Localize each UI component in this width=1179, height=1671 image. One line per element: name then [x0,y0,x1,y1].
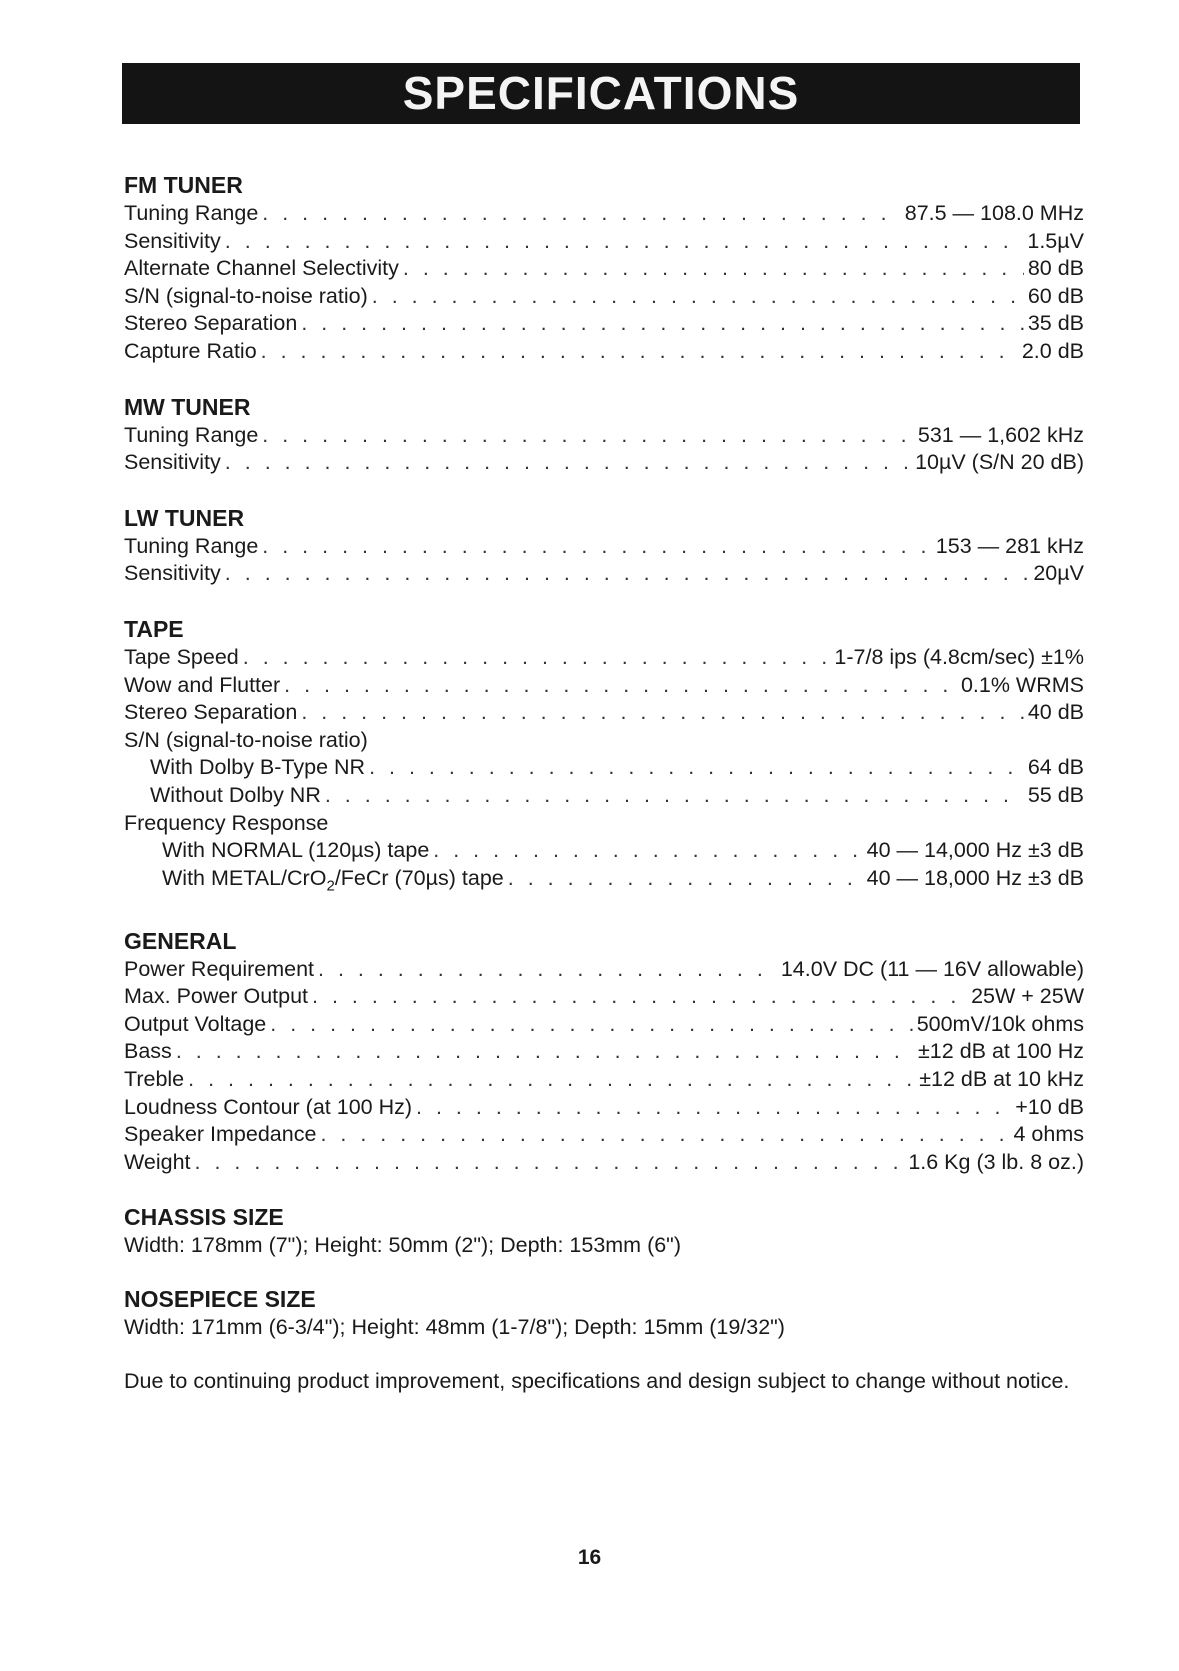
spec-label: Without Dolby NR [150,782,321,807]
spec-row [124,699,1084,727]
section-title: LW TUNER [124,504,245,531]
spec-value: 40 — 14,000 Hz ±3 dB [866,838,1084,863]
spec-value: ±12 dB at 10 kHz [919,1066,1084,1091]
section-title: TAPE [124,615,184,642]
spec-label: Tuning Range [124,422,259,447]
spec-label: Tuning Range [124,201,259,225]
spec-row [124,449,1084,477]
specifications-banner [122,63,1080,124]
chassis-size-section [124,1204,1084,1260]
spec-label: Tape Speed [124,644,239,669]
spec-row [124,338,1084,366]
spec-value: 500mV/10k ohms [916,1011,1084,1036]
spec-label: Bass [124,1039,172,1064]
spec-value: 531 — 1,602 kHz [917,422,1084,447]
spec-row [124,754,1084,782]
spec-value: 10µV (S/N 20 dB) [915,450,1084,475]
spec-row [124,1038,1084,1066]
spec-value: 153 — 281 kHz [935,533,1084,558]
chassis-dimensions: Width: 178mm (7"); Height: 50mm (2"); Depth: 153mm (6") [124,1233,681,1258]
spec-value: +10 dB [1015,1094,1084,1119]
spec-value: 1-7/8 ips (4.8cm/sec) ±1% [834,644,1084,669]
spec-label: Speaker Impedance [124,1122,317,1147]
sn-subheading: S/N (signal-to-noise ratio) [124,727,368,752]
spec-row [124,865,1084,900]
spec-row [124,837,1084,865]
spec-value: 55 dB [1027,782,1084,807]
spec-row [124,1121,1084,1149]
spec-row [124,310,1084,338]
section-title: NOSEPIECE SIZE [124,1285,316,1312]
fm-tuner-section [124,172,1084,366]
spec-label: Capture Ratio [124,338,257,363]
spec-value: 0.1% WRMS [960,672,1084,697]
spec-label: Wow and Flutter [124,672,281,697]
lw-tuner-section [124,505,1084,588]
spec-label: Sensitivity [124,228,221,253]
spec-label: S/N (signal-to-noise ratio) [124,283,368,308]
spec-row [124,983,1084,1011]
spec-label: With METAL/CrO$_2$/FeCr (70µs) tape [162,865,504,894]
spec-row [124,422,1084,450]
spec-content [124,172,1084,1395]
tape-section [124,616,1084,900]
spec-row [124,1094,1084,1122]
spec-value: 35 dB [1027,311,1084,336]
nosepiece-dimensions: Width: 171mm (6-3/4"); Height: 48mm (1-7/8"); Depth: 15mm (19/32") [124,1314,785,1339]
spec-row [124,533,1084,561]
spec-row [124,956,1084,984]
spec-label: Power Requirement [124,956,315,981]
spec-value: 4 ohms [1013,1122,1084,1147]
spec-label: Loudness Contour (at 100 Hz) [124,1094,413,1119]
section-title: CHASSIS SIZE [124,1204,284,1231]
general-section [124,928,1084,1177]
spec-row [124,1011,1084,1039]
spec-value: 2.0 dB [1021,338,1084,363]
spec-value: 40 — 18,000 Hz ±3 dB [866,865,1084,890]
spec-row [124,200,1084,228]
spec-row [124,255,1084,283]
spec-label: Treble [124,1066,185,1091]
spec-row [124,283,1084,311]
spec-row [124,228,1084,256]
section-title: MW TUNER [124,393,251,420]
spec-label: Stereo Separation [124,311,298,336]
spec-value: 80 dB [1027,256,1084,281]
spec-value: 25W + 25W [971,984,1084,1009]
spec-value: 20µV [1033,561,1084,586]
spec-row [124,1149,1084,1177]
nosepiece-size-section [124,1286,1084,1342]
section-title: GENERAL [124,927,237,954]
spec-label: Sensitivity [124,561,221,586]
spec-label: Stereo Separation [124,700,298,725]
spec-value: ±12 dB at 100 Hz [918,1039,1084,1064]
spec-label: Alternate Channel Selectivity [124,256,399,281]
spec-label: Sensitivity [124,450,221,475]
spec-row [124,1066,1084,1094]
frequency-response-subheading: Frequency Response [124,810,329,835]
spec-row [124,560,1084,588]
spec-row [124,672,1084,700]
spec-value: 40 dB [1027,700,1084,725]
spec-value: 1.5µV [1027,228,1084,253]
spec-label: With NORMAL (120µs) tape [162,838,430,863]
spec-row [124,644,1084,672]
spec-value: 60 dB [1027,283,1084,308]
spec-label: Tuning Range [124,533,259,558]
spec-value: 87.5 — 108.0 MHz [904,201,1084,225]
spec-label: Output Voltage [124,1011,267,1036]
spec-value: 14.0V DC (11 — 16V allowable) [780,956,1084,981]
mw-tuner-section [124,394,1084,477]
spec-value: 1.6 Kg (3 lb. 8 oz.) [908,1149,1084,1174]
spec-label: Max. Power Output [124,984,309,1009]
page-number: 16 [577,1546,602,1569]
page-title: SPECIFICATIONS [402,67,800,119]
notice-paragraph: Due to continuing product improvement, specifications and design subject to change without notice. [124,1368,1070,1393]
spec-value: 64 dB [1027,755,1084,780]
spec-label: Weight [124,1149,191,1174]
spec-label: With Dolby B-Type NR [150,755,366,780]
spec-row [124,782,1084,810]
section-title: FM TUNER [124,172,243,198]
